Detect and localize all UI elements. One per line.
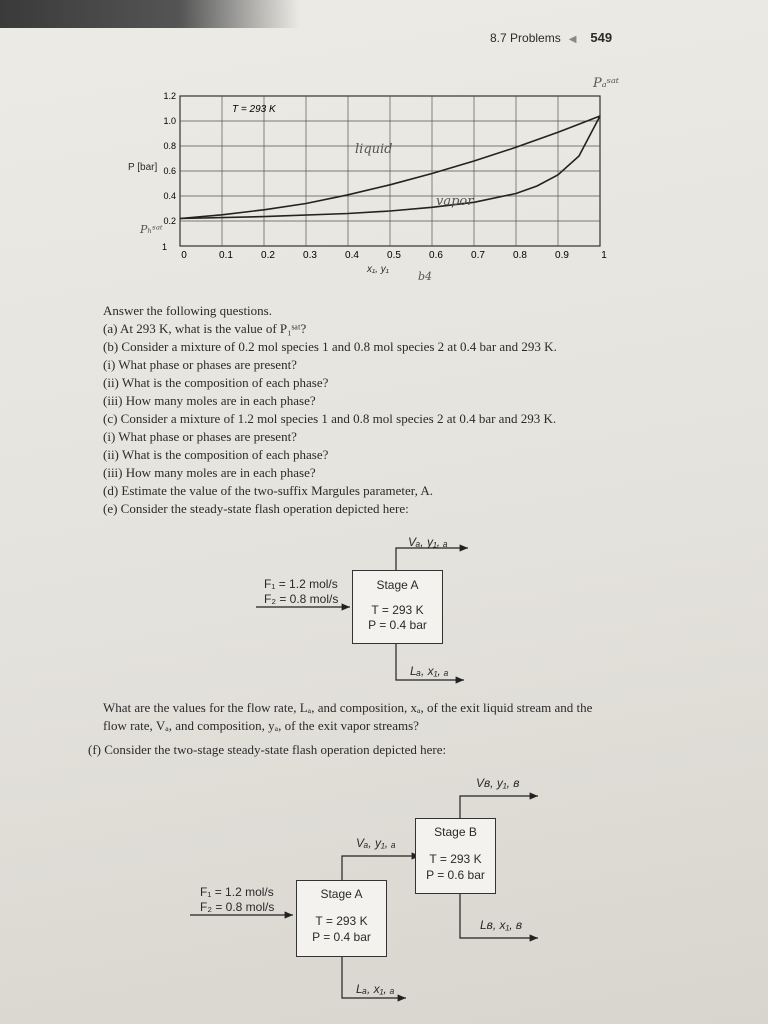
handwritten-liquid: liquid	[355, 142, 393, 157]
question-intro: Answer the following questions.	[103, 303, 272, 318]
d2-temp-a: T = 293 K	[315, 914, 368, 928]
d2-liquid-a-label: Lₐ, x₁, ₐ	[356, 982, 395, 996]
d2-vapor-b-label: Vʙ, y₁, ʙ	[476, 776, 520, 790]
question-e-followup-1: What are the values for the flow rate, Lₐ, and composition, xₐ, of the exit liquid stream and the	[103, 700, 593, 715]
d2-stage-a-box	[296, 880, 387, 957]
x-axis-label: x₁, y₁	[367, 264, 389, 275]
handwritten-vapor: vapor	[436, 194, 474, 209]
d1-liquid-out-label: Lₐ, x₁, ₐ	[410, 664, 449, 678]
page-number: 549	[590, 30, 613, 45]
question-b-ii: (ii) What is the composition of each phase?	[103, 375, 329, 390]
d2-pressure-b: P = 0.6 bar	[426, 868, 485, 882]
x-tick-label: 0.2	[261, 250, 275, 261]
d2-feed-2-label: F₂ = 0.8 mol/s	[200, 900, 275, 914]
question-c-iii: (iii) How many moles are in each phase?	[103, 465, 316, 480]
chart-title: T = 293 K	[232, 104, 276, 115]
d1-stage-a-box	[352, 570, 443, 644]
x-tick-label: 0.8	[513, 250, 527, 261]
d2-feed-1-label: F₁ = 1.2 mol/s	[200, 885, 274, 899]
y-tick-label: 0.8	[163, 141, 176, 151]
y-tick-label: 1.2	[163, 91, 176, 101]
question-b-i: (i) What phase or phases are present?	[103, 357, 297, 372]
y-axis-label-text: P [bar]	[128, 162, 158, 173]
x-tick-label: 1	[601, 250, 607, 261]
question-b: (b) Consider a mixture of 0.2 mol species 1 and 0.8 mol species 2 at 0.4 bar and 293 K.	[103, 339, 557, 354]
d1-vapor-out-label: Vₐ, y₁, ₐ	[408, 535, 448, 549]
section-title: 8.7 Problems	[490, 31, 561, 45]
d2-pressure-a: P = 0.4 bar	[312, 930, 371, 944]
question-c-i: (i) What phase or phases are present?	[103, 429, 297, 444]
question-f: (f) Consider the two-stage steady-state flash operation depicted here:	[88, 742, 447, 757]
x-tick-label: 0	[181, 250, 187, 261]
handwritten-b4: b4	[418, 270, 433, 283]
d2-stage-a-title: Stage A	[320, 887, 363, 901]
y-tick-label: 0.4	[163, 191, 176, 201]
question-e: (e) Consider the steady-state flash operation depicted here:	[103, 501, 409, 516]
x-tick-label: 0.5	[387, 250, 401, 261]
question-c: (c) Consider a mixture of 1.2 mol species 1 and 0.8 mol species 2 at 0.4 bar and 293 K.	[103, 411, 557, 426]
x-tick-label: 0.4	[345, 250, 359, 261]
d2-liquid-b-label: Lʙ, x₁, ʙ	[480, 918, 523, 932]
d2-temp-b: T = 293 K	[429, 852, 482, 866]
y-tick-label-origin: 1	[162, 242, 168, 252]
triangle-marker-icon: ◀	[568, 34, 577, 45]
y-tick-label: 0.2	[163, 216, 176, 226]
x-tick-label: 0.7	[471, 250, 485, 261]
question-e-followup-2: flow rate, Vₐ, and composition, yₐ, of the exit vapor streams?	[103, 718, 419, 733]
d1-temperature: T = 293 K	[371, 603, 424, 617]
d1-pressure: P = 0.4 bar	[368, 618, 427, 632]
y-tick-label: 0.6	[163, 166, 176, 176]
question-b-iii: (iii) How many moles are in each phase?	[103, 393, 316, 408]
d1-stage-a-title: Stage A	[376, 578, 419, 592]
y-tick-label: 1.0	[163, 116, 176, 126]
d2-stage-b-box	[415, 818, 496, 894]
question-a: (a) At 293 K, what is the value of P₁ˢᵃᵗ?	[103, 321, 307, 336]
x-tick-label: 0.1	[219, 250, 233, 261]
question-d: (d) Estimate the value of the two-suffix Margules parameter, A.	[103, 483, 434, 498]
question-c-ii: (ii) What is the composition of each phase?	[103, 447, 329, 462]
x-tick-label: 0.9	[555, 250, 569, 261]
handwritten-pb-sat: Pₕˢᵃᵗ	[140, 223, 163, 236]
x-tick-label: 0.3	[303, 250, 317, 261]
x-tick-label: 0.6	[429, 250, 443, 261]
handwritten-pa-sat: Pₐˢᵃᵗ	[593, 76, 620, 91]
d1-feed-1-label: F₁ = 1.2 mol/s	[264, 577, 338, 591]
d1-feed-2-label: F₂ = 0.8 mol/s	[264, 592, 339, 606]
d2-vapor-a-label: Vₐ, y₁, ₐ	[356, 836, 396, 850]
d2-stage-b-title: Stage B	[434, 825, 477, 839]
